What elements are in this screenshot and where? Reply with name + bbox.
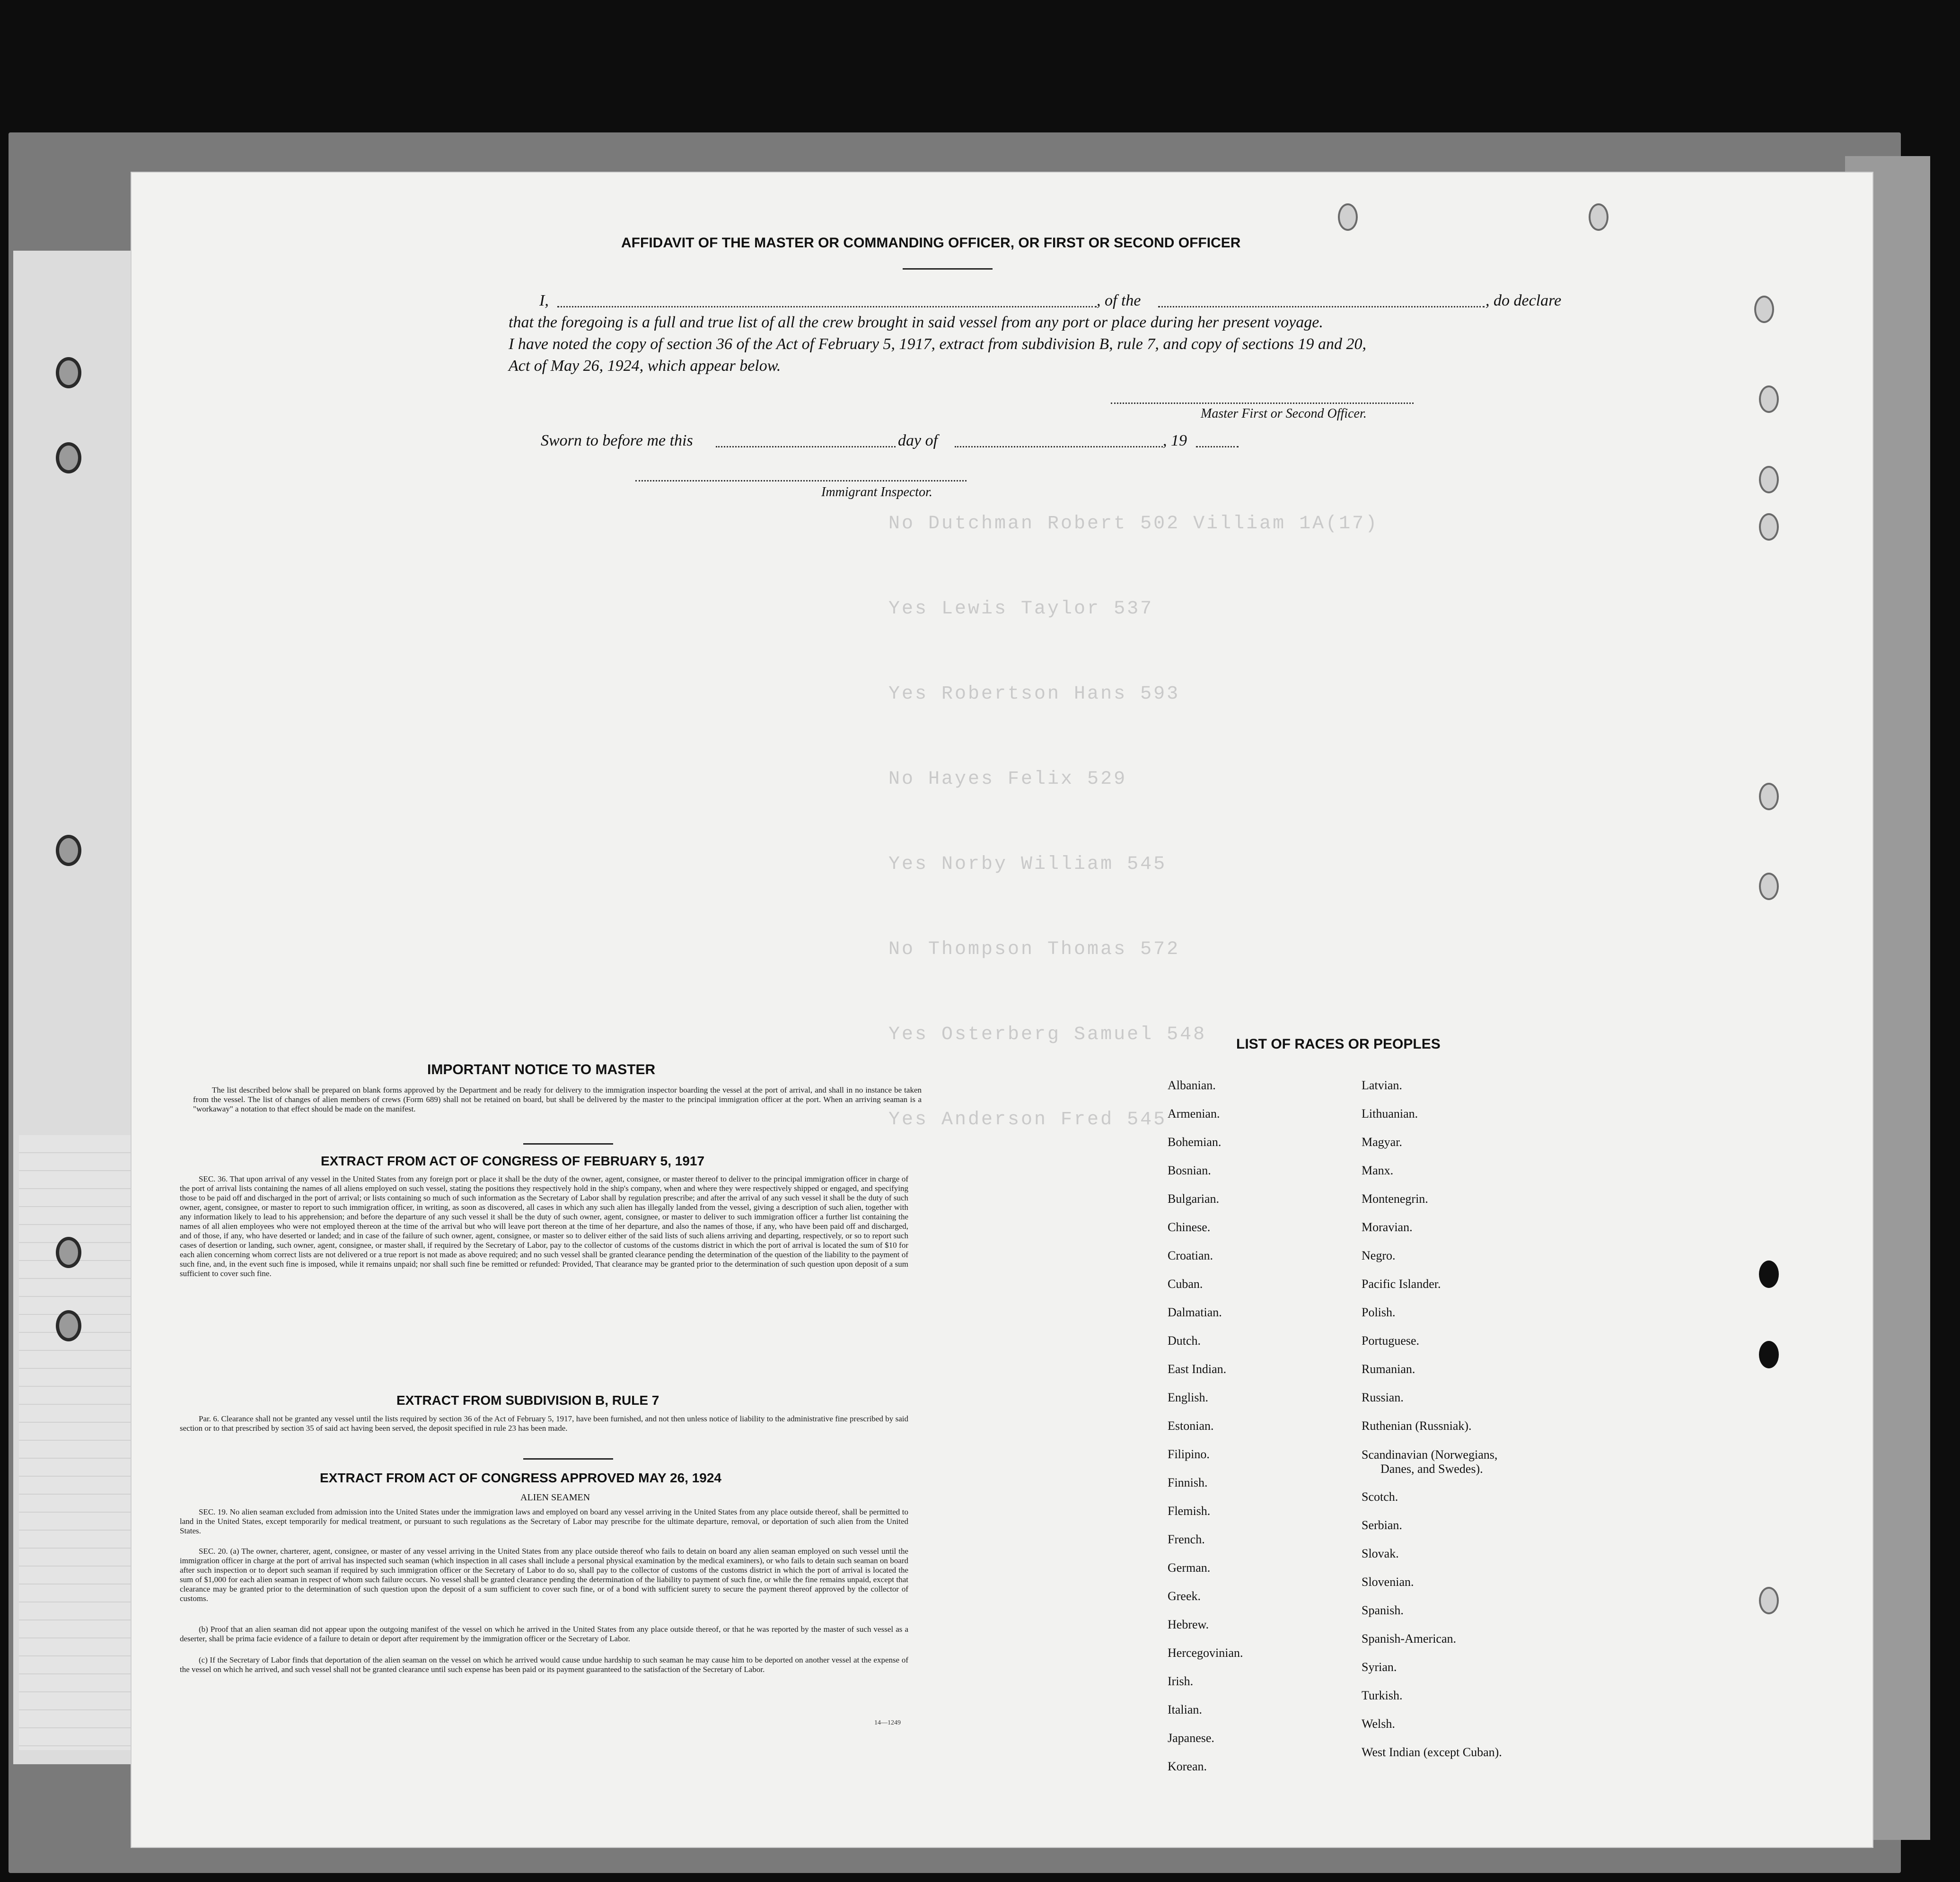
divider <box>523 1458 613 1460</box>
race-item: Spanish. <box>1362 1603 1404 1617</box>
race-item: Moravian. <box>1362 1220 1413 1234</box>
races-title: LIST OF RACES OR PEOPLES <box>1236 1036 1441 1052</box>
race-item: Cuban. <box>1168 1277 1203 1291</box>
race-item: Negro. <box>1362 1249 1396 1262</box>
master-signature-line[interactable] <box>1111 403 1414 404</box>
bleed-through-text: Yes Anderson Fred 545 <box>888 1109 1167 1130</box>
race-item: Turkish. <box>1362 1689 1403 1702</box>
race-item: Russian. <box>1362 1391 1404 1404</box>
inspector-label: Immigrant Inspector. <box>821 485 932 499</box>
race-item: English. <box>1168 1391 1208 1404</box>
ruled-sheet <box>19 1135 132 1750</box>
affidavit-title: AFFIDAVIT OF THE MASTER OR COMMANDING OFFICER, OR FIRST OR SECOND OFFICER <box>621 235 1241 251</box>
race-item: Hebrew. <box>1168 1618 1209 1631</box>
divider <box>903 268 993 270</box>
binder-hole <box>56 357 81 388</box>
affidavit-line3: I have noted the copy of section 36 of the Act of February 5, 1917, extract from subdivision B, rule 7, and copy of sections 19 and 20, <box>509 335 1367 353</box>
race-item: Lithuanian. <box>1362 1107 1418 1120</box>
punch-hole <box>1759 466 1779 493</box>
race-item: Syrian. <box>1362 1660 1397 1674</box>
binder-hole <box>56 1310 81 1341</box>
race-item: Spanish-American. <box>1362 1632 1457 1646</box>
affidavit-line4: Act of May 26, 1924, which appear below. <box>509 357 781 375</box>
race-item: Italian. <box>1168 1703 1202 1716</box>
race-item: Croatian. <box>1168 1249 1213 1262</box>
race-item: Dutch. <box>1168 1334 1201 1348</box>
form-number: 14—1249 <box>874 1719 901 1726</box>
race-item: Bosnian. <box>1168 1164 1211 1177</box>
sec20b-body: (b) Proof that an alien seaman did not appear upon the outgoing manifest of the vessel on which he arrived in the United States from any place outside thereof, or that he was reported by the master of such vessel as a deserter, shall be prima facie evidence of a failure to detain or deport after requirement by the immigration officer or the Secretary of Labor. <box>180 1625 908 1643</box>
alien-seamen-subtitle: ALIEN SEAMEN <box>520 1492 590 1503</box>
crew-list-reverse-page <box>132 173 1872 1847</box>
race-item: Japanese. <box>1168 1731 1214 1745</box>
punch-hole <box>1759 385 1779 413</box>
race-item: Chinese. <box>1168 1220 1211 1234</box>
race-item: French. <box>1168 1532 1205 1546</box>
punch-hole <box>1759 1341 1779 1368</box>
race-item: Albanian. <box>1168 1078 1216 1092</box>
race-item-scandinavian <box>1362 1440 1502 1483</box>
sworn-day-field[interactable] <box>716 446 896 447</box>
race-item: Greek. <box>1168 1589 1201 1603</box>
race-item: Manx. <box>1362 1164 1394 1177</box>
affidavit-of-the: , of the <box>1097 292 1141 309</box>
race-item: Estonian. <box>1168 1419 1214 1433</box>
inspector-signature-line[interactable] <box>635 480 967 481</box>
bleed-through-text: No Thompson Thomas 572 <box>888 939 1180 960</box>
affidavit-line2: that the foregoing is a full and true list of all the crew brought in said vessel from any port or place during her present voyage. <box>509 314 1323 331</box>
notice-title: IMPORTANT NOTICE TO MASTER <box>427 1062 656 1077</box>
punch-hole <box>1589 203 1608 231</box>
binder-hole <box>56 835 81 866</box>
sworn-year: , 19 <box>1163 432 1187 449</box>
master-signature-label: Master First or Second Officer. <box>1201 406 1367 421</box>
race-item: Welsh. <box>1362 1717 1395 1731</box>
sec19-body: SEC. 19. No alien seaman excluded from admission into the United States under the immigration laws and employed on board any vessel arriving in the United States from any place outside thereof, shall be permitted to land in the United States, except temporarily for medical treatment, or pursuant to such regulations as the Secretary of Labor may prescribe for the ultimate departure, removal, or deportation of such alien from the United States. <box>180 1507 908 1535</box>
vessel-field[interactable] <box>1158 306 1485 307</box>
sworn-year-field[interactable] <box>1196 446 1239 447</box>
bleed-through-text: No Dutchman Robert 502 Villiam 1A(17) <box>888 513 1379 534</box>
race-item: Portuguese. <box>1362 1334 1420 1348</box>
punch-hole <box>1759 1261 1779 1288</box>
punch-hole <box>1338 203 1358 231</box>
race-item: Filipino. <box>1168 1447 1210 1461</box>
extract-1917-body: SEC. 36. That upon arrival of any vessel in the United States from any foreign port or place it shall be the duty of the owner, agent, consignee, or master thereof to deliver to the principal immigration officer in charge of the port of arrival lists containing the names of all aliens employed on such vessel, stating the positions they respectively hold in the ship's company, when and where they were respectively shipped or engaged, and specifying those to be paid off and discharged in the port of arrival; or lists containing so much of such information as the Secretary of Labor shall by regulation prescribe; and after the arrival of any such vessel it shall be the duty of such owner, agent, consignee, or master to report to such immigration officer, in writing, as soon as discovered, all cases in which any such alien has illegally landed from the vessel, giving a description of such alien, together with any information likely to lead to his apprehension; and before the departure of any such vessel it shall be the duty of such owner, agent, consignee, or master to deliver to such immigration officer a further list containing the names of all alien employees who were not employed thereon at the time of the arrival but who will leave port thereon at the time of her departure, and also the names of those, if any, who have been paid off and discharged, and of those, if any, who have deserted or landed; and in case of the failure of such owner, agent, consignee, or master so to deliver either of the said lists of such aliens arriving and departing, respectively, or so to report such cases of desertion or landing, such owner, agent, consignee, or master shall, if required by the Secretary of Labor, pay to the collector of customs of the customs district in which the port of arrival is located the sum of $10 for each alien concerning whom correct lists are not delivered or a true report is not made as above required; and no such vessel shall be granted clearance pending the determination of the question of the liability to the payment of such fine, and, in the event such fine is imposed, while it remains unpaid; nor shall such fine be remitted or refunded: Provided, That clearance may be granted prior to the determination of such question upon deposit of a sum sufficient to cover such fine. <box>180 1174 908 1278</box>
sworn-label: Sworn to before me this <box>541 432 693 449</box>
race-item: Polish. <box>1362 1305 1396 1319</box>
race-item: West Indian (except Cuban). <box>1362 1745 1502 1759</box>
race-item: Armenian. <box>1168 1107 1220 1120</box>
race-item: Hercegovinian. <box>1168 1646 1243 1660</box>
race-item: Korean. <box>1168 1759 1207 1773</box>
races-column-1 <box>1168 1071 1243 1781</box>
race-item: Flemish. <box>1168 1504 1211 1518</box>
sec20c-body: (c) If the Secretary of Labor finds that deportation of the alien seaman on the vessel on which he arrived would cause undue hardship to such seaman he may cause him to be deported on another vessel at the expense of the vessel on which he arrived, and such vessel shall not be granted clearance until such expense has been paid or its payment guaranteed to the satisfaction of the Secretary of Labor. <box>180 1655 908 1674</box>
race-item: Bulgarian. <box>1168 1192 1220 1206</box>
race-item: Rumanian. <box>1362 1362 1415 1376</box>
race-item: Ruthenian (Russniak). <box>1362 1419 1472 1433</box>
sworn-month-field[interactable] <box>955 446 1163 447</box>
races-column-2 <box>1362 1071 1502 1767</box>
binder-hole <box>56 442 81 473</box>
bleed-through-text: Yes Norby William 545 <box>888 854 1167 875</box>
divider <box>523 1143 613 1145</box>
bleed-through-text: Yes Osterberg Samuel 548 <box>888 1024 1207 1045</box>
rule7-title: EXTRACT FROM SUBDIVISION B, RULE 7 <box>396 1393 659 1408</box>
race-item: Pacific Islander. <box>1362 1277 1441 1291</box>
race-item: East Indian. <box>1168 1362 1227 1376</box>
race-item: Slovak. <box>1362 1547 1399 1560</box>
race-item: Danes, and Swedes). <box>1380 1462 1483 1476</box>
affidavit-i: I, <box>539 292 549 309</box>
punch-hole <box>1759 783 1779 810</box>
race-item: Slovenian. <box>1362 1575 1414 1589</box>
rule7-body: Par. 6. Clearance shall not be granted any vessel until the lists required by section 36 of the Act of February 5, 1917, have been furnished, and not then unless notice of liability to the administrative fine prescribed by said section or to that prescribed by section 35 of said act having been served, the deposit specified in rule 23 has been made. <box>180 1414 908 1433</box>
race-item: Latvian. <box>1362 1078 1402 1092</box>
extract-1917-title: EXTRACT FROM ACT OF CONGRESS OF FEBRUARY 5, 1917 <box>321 1154 705 1168</box>
race-item: Irish. <box>1168 1674 1194 1688</box>
race-item: Montenegrin. <box>1362 1192 1428 1206</box>
punch-hole <box>1754 296 1774 323</box>
punch-hole <box>1759 873 1779 900</box>
race-item: Scotch. <box>1362 1490 1398 1504</box>
race-item: Finnish. <box>1168 1476 1208 1489</box>
binder-hole <box>56 1237 81 1268</box>
bleed-through-text: No Hayes Felix 529 <box>888 769 1127 790</box>
race-item: Magyar. <box>1362 1135 1402 1149</box>
race-item: German. <box>1168 1561 1211 1575</box>
sworn-day-of: day of <box>898 432 938 449</box>
extract-1924-title: EXTRACT FROM ACT OF CONGRESS APPROVED MAY 26, 1924 <box>320 1471 721 1485</box>
sec20a-body: SEC. 20. (a) The owner, charterer, agent, consignee, or master of any vessel arriving in the United States from any place outside thereof who fails to detain on board any alien seaman employed on such vessel until the immigration officer in charge at the port of arrival has inspected such seaman (which inspection in all cases shall include a personal physical examination by the medical examiners), or who fails to detain such seaman on board after such inspection or to deport such seaman if required by such immigration officer or the Secretary of Labor to do so, shall pay to the collector of customs of the customs district in which the port of arrival is located the sum of $1,000 for each alien seaman in respect of whom such failure occurs. No vessel shall be granted clearance pending the determination of the liability to payment of such fine, or while the fine remains unpaid, except that clearance may be granted prior to the determination of such question upon the deposit of a sum sufficient to cover such fine, or of a bond with sufficient surety to secure the payment thereof approved by the collector of customs. <box>180 1547 908 1603</box>
affidavit-declare: , do declare <box>1485 292 1562 309</box>
bleed-through-text: Yes Robertson Hans 593 <box>888 683 1180 705</box>
race-item: Serbian. <box>1362 1518 1402 1532</box>
name-field[interactable] <box>557 306 1097 307</box>
race-item: Scandinavian (Norwegians, <box>1362 1448 1498 1462</box>
race-item: Dalmatian. <box>1168 1305 1222 1319</box>
punch-hole <box>1759 1587 1779 1614</box>
bleed-through-text: Yes Lewis Taylor 537 <box>888 598 1154 620</box>
race-item: Bohemian. <box>1168 1135 1222 1149</box>
notice-body: The list described below shall be prepared on blank forms approved by the Department and be ready for delivery to the immigration inspector boarding the vessel at the port of arrival, and shall in no instance be taken from the vessel. The list of changes of alien members of crews (Form 689) shall not be retained on board, but shall be delivered by the master to the principal immigration officer at the port. When an arriving seaman is a "workaway" a notation to that effect should be made on the manifest. <box>193 1085 922 1113</box>
punch-hole <box>1759 513 1779 541</box>
